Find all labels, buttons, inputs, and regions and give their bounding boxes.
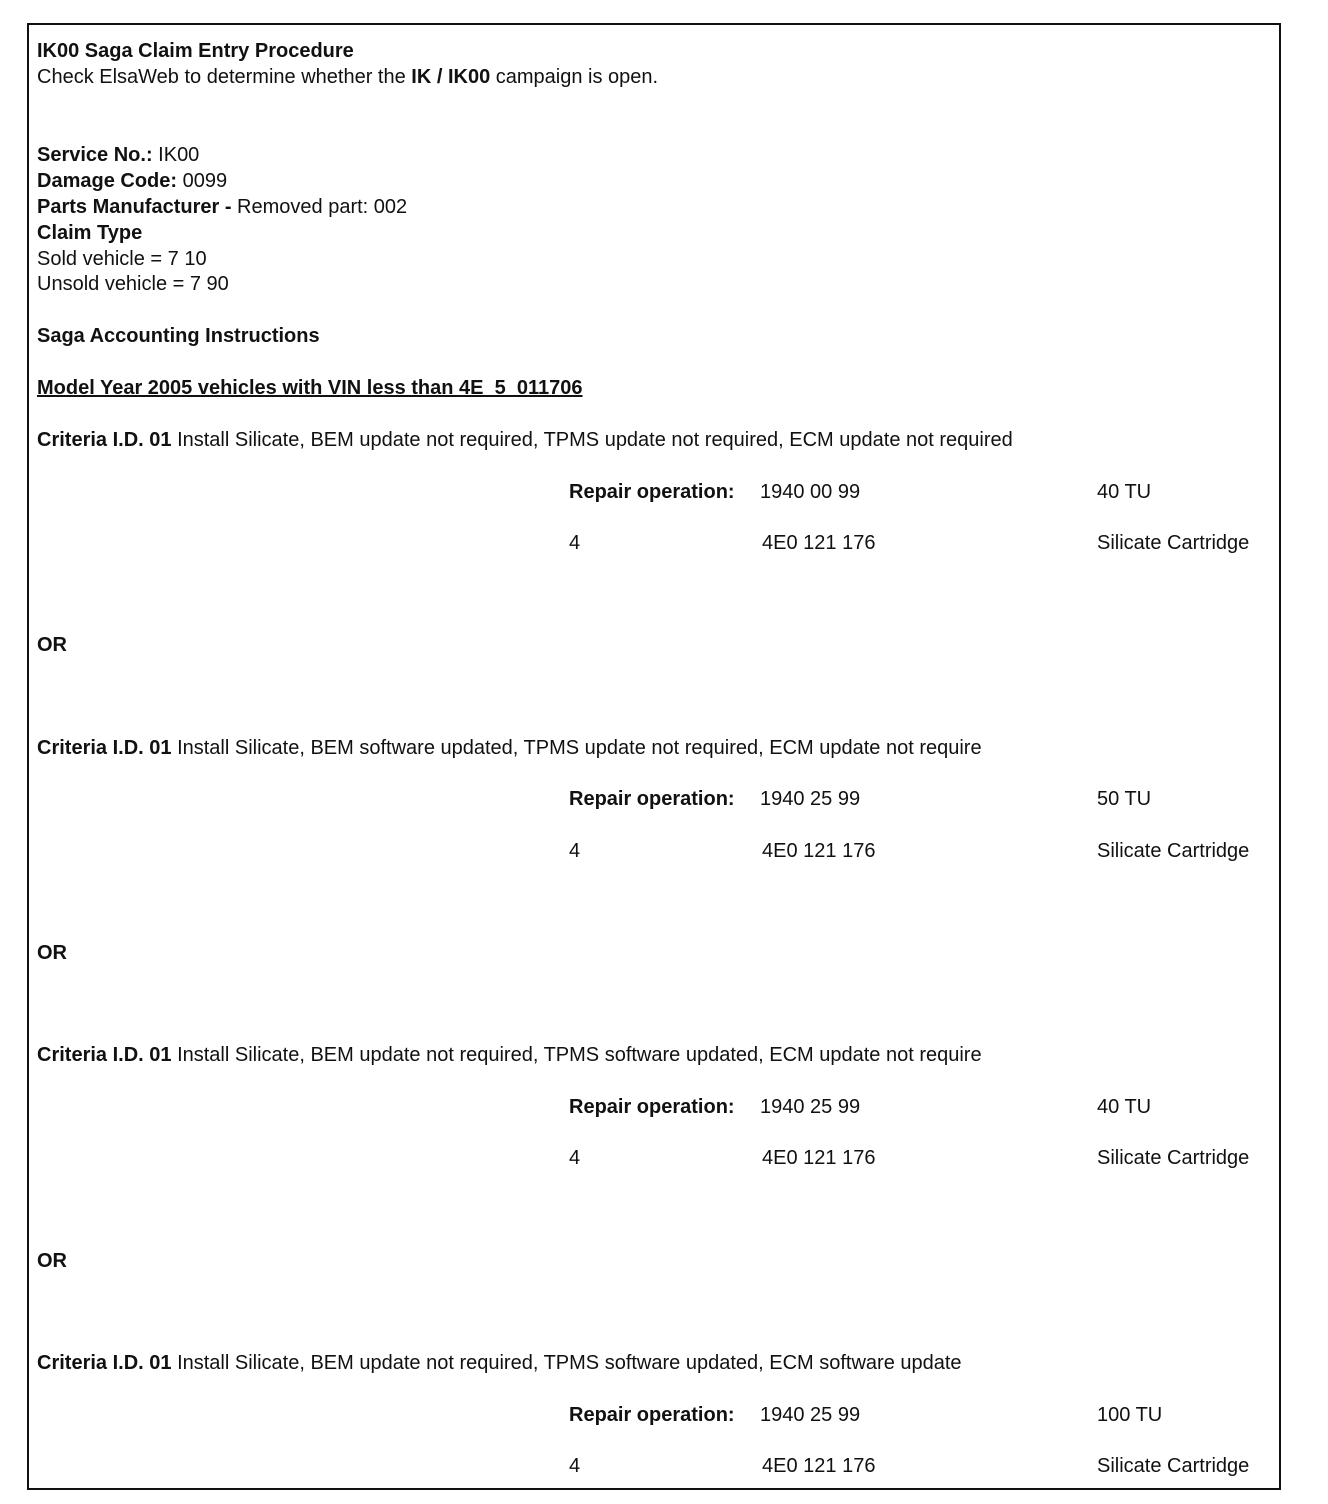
- criteria-line: [37, 1350, 962, 1376]
- part-description: Silicate Cartridge: [1097, 1455, 1250, 1477]
- service-no-value: IK00: [152, 144, 200, 166]
- time-units: 40 TU: [1097, 481, 1152, 503]
- part-description: Silicate Cartridge: [1097, 532, 1250, 554]
- time-units: 100 TU: [1097, 1404, 1163, 1426]
- model-year-heading: Model Year 2005 vehicles with VIN less than 4E_5_011706: [37, 377, 583, 399]
- sold-vehicle: Sold vehicle = 7 10: [37, 248, 207, 270]
- parts-manufacturer: [37, 194, 407, 220]
- criteria-label: Criteria I.D. 01: [37, 1352, 172, 1374]
- criteria-text: Install Silicate, BEM software updated, TPMS update not required, ECM update not require: [171, 737, 982, 759]
- repair-operation-code: 1940 25 99: [760, 1404, 861, 1426]
- or-separator: OR: [37, 942, 67, 964]
- parts-manufacturer-label: Parts Manufacturer -: [37, 196, 232, 218]
- part-number: 4E0 121 176: [762, 840, 876, 862]
- claim-type-label: Claim Type: [37, 222, 143, 244]
- accounting-heading: Saga Accounting Instructions: [37, 325, 320, 347]
- part-quantity: 4: [569, 840, 581, 862]
- criteria-text: Install Silicate, BEM update not required, TPMS update not required, ECM update not required: [171, 429, 1013, 451]
- criteria-line: [37, 735, 982, 761]
- part-number: 4E0 121 176: [762, 1455, 876, 1477]
- service-no: [37, 142, 199, 168]
- repair-operation-code: 1940 00 99: [760, 481, 861, 503]
- part-description: Silicate Cartridge: [1097, 840, 1250, 862]
- intro-post: campaign is open.: [490, 66, 659, 88]
- criteria-label: Criteria I.D. 01: [37, 429, 172, 451]
- document-title: IK00 Saga Claim Entry Procedure: [37, 40, 354, 62]
- or-separator: OR: [37, 1250, 67, 1272]
- part-quantity: 4: [569, 532, 581, 554]
- criteria-line: [37, 1042, 982, 1068]
- part-number: 4E0 121 176: [762, 532, 876, 554]
- campaign-code: IK / IK00: [411, 66, 491, 88]
- damage-code: [37, 168, 227, 194]
- repair-operation-label: Repair operation:: [569, 788, 735, 810]
- criteria-text: Install Silicate, BEM update not required, TPMS software updated, ECM software update: [171, 1352, 962, 1374]
- repair-operation-label: Repair operation:: [569, 481, 735, 503]
- criteria-label: Criteria I.D. 01: [37, 737, 172, 759]
- service-no-label: Service No.:: [37, 144, 153, 166]
- repair-operation-code: 1940 25 99: [760, 1096, 861, 1118]
- part-quantity: 4: [569, 1147, 581, 1169]
- repair-operation-label: Repair operation:: [569, 1404, 735, 1426]
- repair-operation-label: Repair operation:: [569, 1096, 735, 1118]
- intro-pre: Check ElsaWeb to determine whether the: [37, 66, 412, 88]
- or-separator: OR: [37, 634, 67, 656]
- part-number: 4E0 121 176: [762, 1147, 876, 1169]
- parts-manufacturer-value: Removed part: 002: [231, 196, 408, 218]
- time-units: 50 TU: [1097, 788, 1152, 810]
- criteria-line: [37, 427, 1013, 453]
- part-quantity: 4: [569, 1455, 581, 1477]
- damage-code-value: 0099: [177, 170, 228, 192]
- unsold-vehicle: Unsold vehicle = 7 90: [37, 273, 229, 295]
- repair-operation-code: 1940 25 99: [760, 788, 861, 810]
- damage-code-label: Damage Code:: [37, 170, 178, 192]
- criteria-text: Install Silicate, BEM update not required, TPMS software updated, ECM update not require: [171, 1044, 982, 1066]
- criteria-label: Criteria I.D. 01: [37, 1044, 172, 1066]
- part-description: Silicate Cartridge: [1097, 1147, 1250, 1169]
- intro-text: [37, 64, 658, 90]
- time-units: 40 TU: [1097, 1096, 1152, 1118]
